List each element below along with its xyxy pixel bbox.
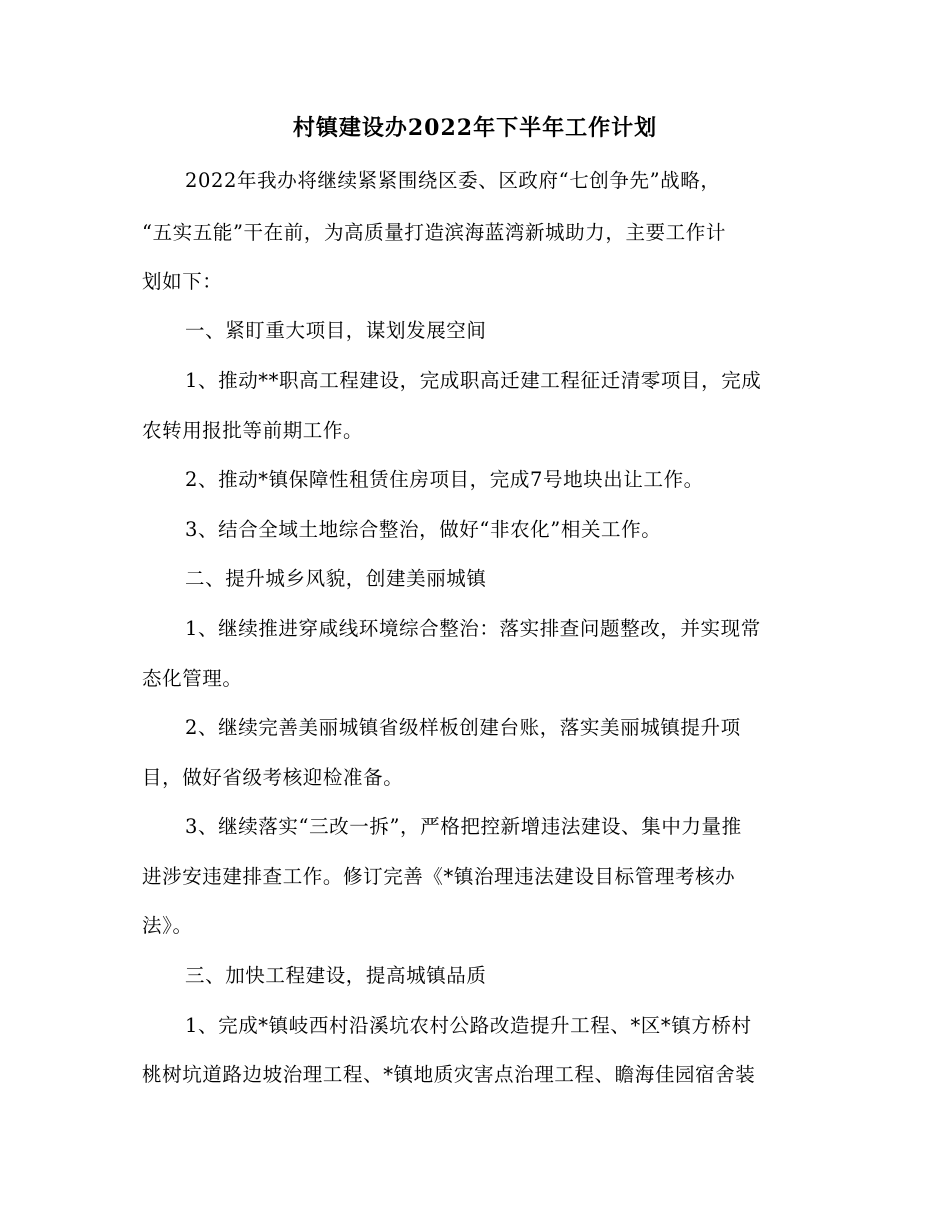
paragraph-line: 2022年我办将继续紧紧围绕区委、区政府“七创争先”战略，	[185, 169, 721, 192]
section-heading: 二、提升城乡风貌，创建美丽城镇	[185, 567, 487, 590]
paragraph-line: 3、继续落实“三改一拆”，严格把控新增违法建设、集中力量推	[185, 815, 742, 838]
paragraph-line: 划如下：	[142, 270, 223, 293]
paragraph-line: 农转用报批等前期工作。	[142, 419, 364, 442]
paragraph-line: 进涉安违建排查工作。修订完善《*镇治理违法建设目标管理考核办	[142, 865, 736, 888]
paragraph-line: 2、推动*镇保障性租赁住房项目，完成7号地块出让工作。	[185, 468, 704, 491]
paragraph-line: 态化管理。	[142, 667, 243, 690]
paragraph-line: 3、结合全域土地综合整治，做好“非农化”相关工作。	[185, 518, 662, 541]
section-heading: 三、加快工程建设，提高城镇品质	[185, 964, 487, 987]
section-heading: 一、紧盯重大项目，谋划发展空间	[185, 319, 487, 342]
paragraph-line: 1、继续推进穿咸线环境综合整治：落实排查问题整改，并实现常	[185, 617, 761, 640]
paragraph-line: 目，做好省级考核迎检准备。	[142, 766, 404, 789]
paragraph-line: 1、完成*镇岐西村沿溪坑农村公路改造提升工程、*区*镇方桥村	[185, 1014, 752, 1037]
paragraph-line: “五实五能”干在前，为高质量打造滨海蓝湾新城助力，主要工作计	[142, 221, 726, 244]
paragraph-line: 桃树坑道路边坡治理工程、*镇地质灾害点治理工程、瞻海佳园宿舍装	[142, 1063, 756, 1086]
document-title: 村镇建设办2022年下半年工作计划	[292, 115, 658, 141]
paragraph-line: 法》。	[142, 914, 193, 937]
paragraph-line: 2、继续完善美丽城镇省级样板创建台账，落实美丽城镇提升项	[185, 716, 741, 739]
paragraph-line: 1、推动**职高工程建设，完成职高迁建工程征迁清零项目，完成	[185, 369, 762, 392]
